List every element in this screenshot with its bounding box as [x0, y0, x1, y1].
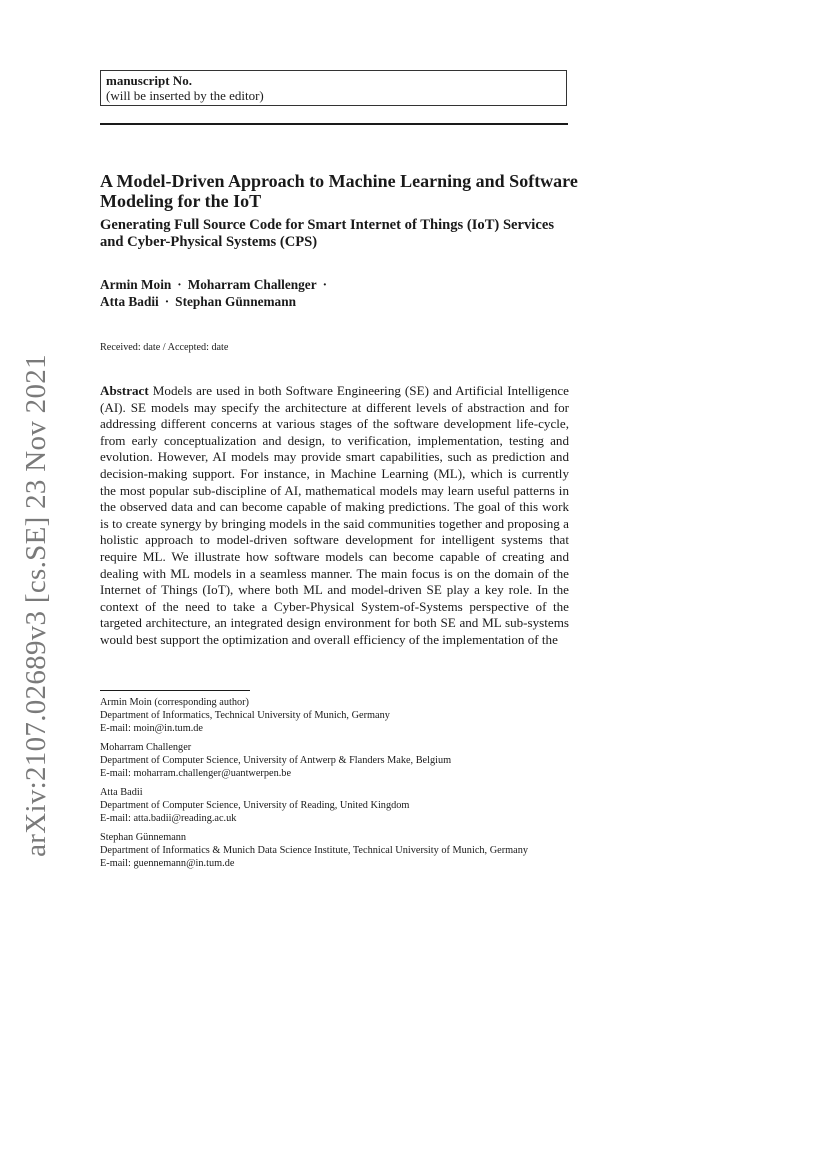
affiliation-author: Atta Badii: [100, 787, 143, 798]
author-affiliations: [100, 696, 568, 876]
manuscript-label: manuscript No.: [106, 73, 192, 88]
affiliation-email: E-mail: moin@in.tum.de: [100, 723, 203, 734]
abstract-body: Models are used in both Software Engineering (SE) and Artificial Intelligence (AI). SE models may specify the architecture at different levels of abstraction and for addressing different concerns at various stages of the software development life-cycle, from early conceptualization and design, to verification, implementation, testing and evolution. However, AI models may provide smart capabilities, such as prediction and decision-making support. For instance, in Machine Learning (ML), which is currently the most popular sub-discipline of AI, mathematical models may learn useful patterns in the observed data and can become capable of making predictions. The goal of this work is to create synergy by bringing models in the said communities together and proposing a holistic approach to model-driven software development for intelligent systems that require ML. We illustrate how software models can become capable of creating and dealing with ML models in a seamless manner. The main focus is on the domain of the Internet of Things (IoT), where both ML and model-driven SE play a key role. In the context of the need to take a Cyber-Physical System-of-Systems perspective of the targeted architecture, an integrated design environment for both SE and ML sub-systems would best support the optimization and overall efficiency of the implementation of the: [100, 383, 569, 647]
affiliation-dept: Department of Informatics, Technical University of Munich, Germany: [100, 710, 390, 721]
header-rule: [100, 123, 568, 125]
affiliation-email: E-mail: guennemann@in.tum.de: [100, 858, 235, 869]
affiliation-block: [100, 786, 568, 825]
arxiv-identifier-text: arXiv:2107.02689v3 [cs.SE] 23 Nov 2021: [19, 353, 52, 857]
author-separator: ·: [177, 277, 182, 292]
author-line-1: [100, 276, 570, 293]
affiliation-author: Stephan Günnemann: [100, 832, 187, 843]
affiliation-dept: Department of Computer Science, University of Antwerp & Flanders Make, Belgium: [100, 755, 452, 766]
affiliation-email: E-mail: atta.badii@reading.ac.uk: [100, 813, 237, 824]
author-line-2: [100, 293, 570, 310]
author-name: Moharram Challenger: [187, 277, 317, 292]
affiliation-email: E-mail: moharram.challenger@uantwerpen.be: [100, 768, 292, 779]
abstract: [100, 383, 569, 649]
affiliation-block: [100, 741, 568, 780]
affiliation-dept: Department of Informatics & Munich Data Science Institute, Technical University of Munich, Germany: [100, 845, 528, 856]
author-name: Stephan Günnemann: [175, 294, 296, 309]
affiliation-author: Moharram Challenger: [100, 742, 192, 753]
paper-title: A Model-Driven Approach to Machine Learning and Software Modeling for the IoT: [100, 171, 578, 211]
arxiv-identifier: [10, 353, 62, 857]
affiliation-author: Armin Moin (corresponding author): [100, 697, 249, 708]
author-name: Armin Moin: [100, 277, 172, 292]
author-separator: ·: [164, 294, 170, 309]
footnote-rule: [100, 690, 250, 691]
affiliation-block: [100, 831, 568, 870]
author-separator: ·: [322, 277, 328, 292]
manuscript-box: [100, 70, 567, 106]
abstract-heading: Abstract: [100, 383, 149, 398]
affiliation-dept: Department of Computer Science, University of Reading, United Kingdom: [100, 800, 410, 811]
affiliation-block: [100, 696, 568, 735]
manuscript-note: (will be inserted by the editor): [106, 88, 264, 103]
author-list: [100, 276, 570, 310]
paper-subtitle: Generating Full Source Code for Smart Internet of Things (IoT) Services and Cyber-Physical Systems (CPS): [100, 217, 554, 250]
received-date: Received: date / Accepted: date: [100, 342, 229, 353]
author-name: Atta Badii: [100, 294, 159, 309]
